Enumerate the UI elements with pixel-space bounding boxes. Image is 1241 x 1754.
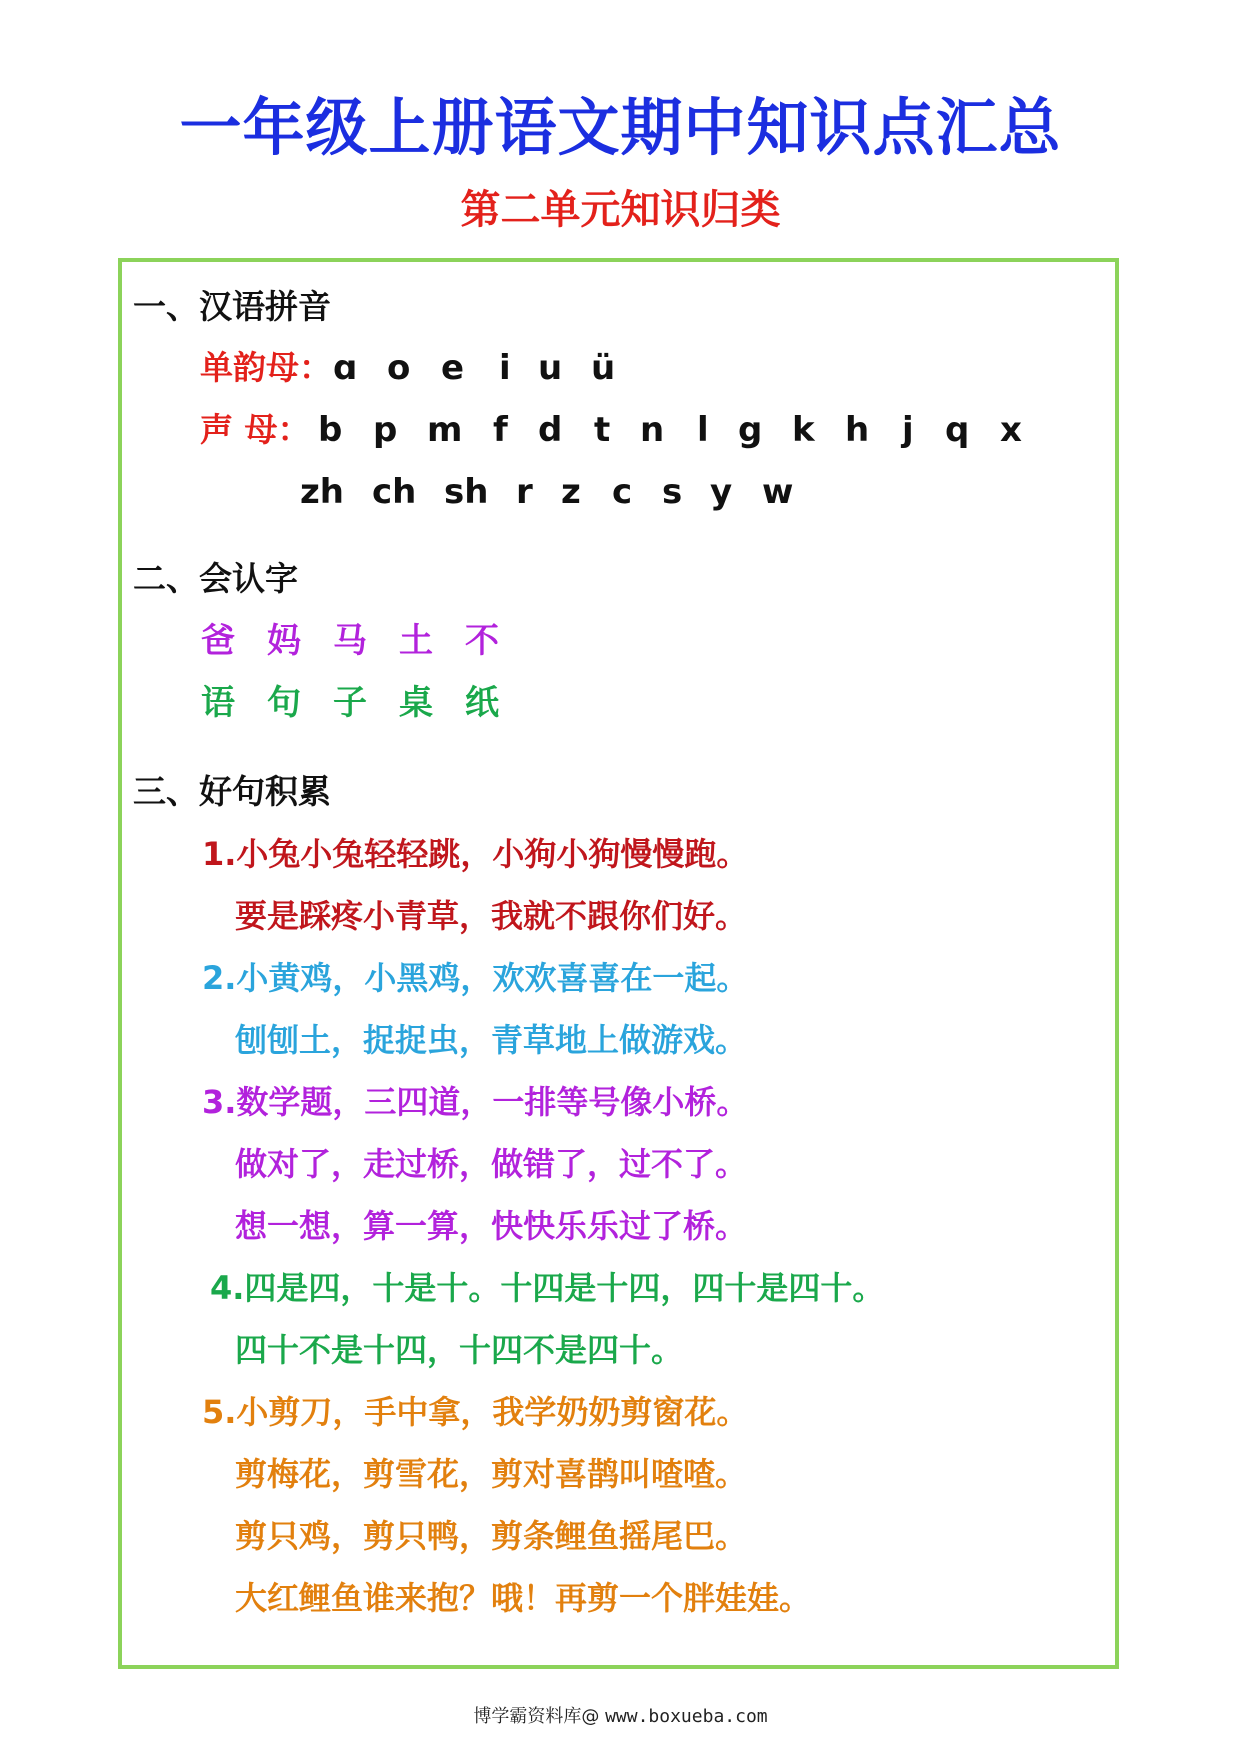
character: 纸 — [465, 683, 499, 723]
initial-b: b — [318, 410, 343, 450]
footer-url: www.boxueba.com — [605, 1706, 768, 1727]
initial-y: y — [710, 472, 733, 512]
final-e: e — [441, 348, 465, 388]
initial-n: n — [640, 410, 665, 450]
sentence-line: 做对了，走过桥，做错了，过不了。 — [235, 1145, 748, 1183]
sentence-line: 要是踩疼小青草，我就不跟你们好。 — [235, 897, 748, 935]
initial-s: s — [662, 472, 683, 512]
sentence-line: 大红鲤鱼谁来抱？哦！再剪一个胖娃娃。 — [235, 1579, 812, 1617]
sentence-line: 刨刨土，捉捉虫，青草地上做游戏。 — [235, 1021, 748, 1059]
section-heading-characters: 二、会认字 — [133, 559, 298, 598]
final-v: ü — [591, 348, 616, 388]
sentence-line: 2.小黄鸡，小黑鸡，欢欢喜喜在一起。 — [202, 959, 749, 997]
sentence-line: 1.小兔小兔轻轻跳，小狗小狗慢慢跑。 — [202, 835, 749, 873]
final-a: ɑ — [333, 348, 358, 388]
initial-d: d — [538, 410, 563, 450]
section-heading-sentences: 三、好句积累 — [133, 772, 331, 811]
character: 妈 — [267, 621, 301, 661]
initial-q: q — [945, 410, 970, 450]
initial-f: f — [493, 410, 508, 450]
initial-x: x — [1000, 410, 1022, 450]
character: 爸 — [201, 621, 235, 661]
page-subtitle: 第二单元知识归类 — [460, 187, 781, 233]
sentence-line: 3.数学题，三四道，一排等号像小桥。 — [202, 1083, 749, 1121]
characters-row-2 — [0, 680, 1241, 726]
initial-zh: zh — [300, 472, 344, 512]
initial-l: l — [697, 410, 709, 450]
finals-label: 单韵母： — [200, 348, 332, 387]
character: 不 — [465, 621, 499, 661]
initial-g: g — [738, 410, 763, 450]
initial-j: j — [902, 410, 914, 450]
finals-row — [0, 345, 1241, 391]
sentence-line: 剪梅花，剪雪花，剪对喜鹊叫喳喳。 — [235, 1455, 748, 1493]
characters-row-1 — [0, 618, 1241, 664]
initial-p: p — [373, 410, 398, 450]
initial-ch: ch — [372, 472, 417, 512]
initial-t: t — [594, 410, 611, 450]
character: 子 — [333, 683, 367, 723]
initial-h: h — [845, 410, 870, 450]
footer-site-name: 博学霸资料库@ — [473, 1706, 600, 1727]
character: 桌 — [399, 683, 433, 723]
initial-r: r — [516, 472, 533, 512]
sentence-line: 4.四是四，十是十。十四是十四，四十是四十。 — [210, 1269, 885, 1307]
final-o: o — [387, 348, 411, 388]
footer-watermark — [0, 1705, 1241, 1729]
character: 语 — [201, 683, 235, 723]
character: 土 — [399, 621, 433, 661]
sentence-line: 5.小剪刀，手中拿，我学奶奶剪窗花。 — [202, 1393, 749, 1431]
initials-row-1 — [0, 407, 1241, 453]
initials-row-2 — [0, 469, 1241, 515]
initial-c: c — [612, 472, 633, 512]
section-heading-pinyin: 一、汉语拼音 — [133, 287, 331, 326]
final-u: u — [538, 348, 563, 388]
final-i: i — [499, 348, 511, 388]
initial-z: z — [561, 472, 581, 512]
initial-m: m — [427, 410, 463, 450]
initial-sh: sh — [444, 472, 489, 512]
character: 句 — [267, 683, 301, 723]
sentence-line: 剪只鸡，剪只鸭，剪条鲤鱼摇尾巴。 — [235, 1517, 748, 1555]
initial-k: k — [792, 410, 815, 450]
initial-w: w — [762, 472, 794, 512]
page-title: 一年级上册语文期中知识点汇总 — [179, 91, 1062, 164]
character: 马 — [333, 621, 367, 661]
initials-label: 声 母： — [200, 410, 311, 449]
sentence-line: 想一想，算一算，快快乐乐过了桥。 — [235, 1207, 748, 1245]
sentence-line: 四十不是十四，十四不是四十。 — [235, 1331, 684, 1369]
